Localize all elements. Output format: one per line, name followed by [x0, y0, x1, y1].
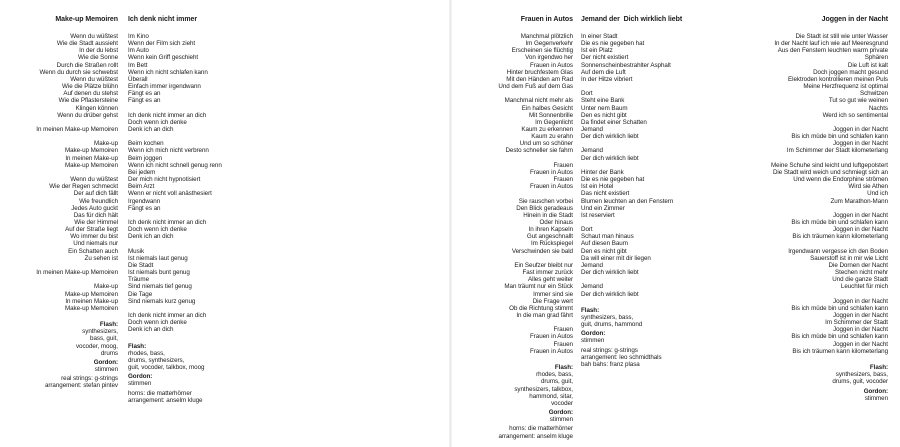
lyric-line: Die Stadt: [128, 261, 154, 269]
credit-text: drums, synthesizers,: [128, 356, 185, 364]
credit-text: bah bahs: franz plasa: [581, 360, 640, 368]
credit-block: [128, 373, 268, 387]
lyric-line: Frauen in Autos: [529, 333, 573, 341]
lyric-line: Alles geht weiter: [527, 276, 573, 284]
stanza-gap: [713, 155, 888, 162]
lyric-line: Jemand: [581, 126, 603, 134]
lyric-line: Sind niemals kurz genug: [128, 297, 196, 305]
lyric-line: Joggen in der Nacht: [833, 140, 888, 148]
lyric-line: Und die ganze Stadt: [832, 276, 888, 284]
credit-text: drums, guit, vocoder: [832, 378, 888, 386]
lyric-line: Wenn kein Griff geschieht: [128, 54, 199, 62]
lyrics-column-makeup-memoiren: [0, 15, 118, 390]
stanza-gap: [128, 133, 268, 140]
lyric-line: Jemand: [581, 283, 603, 291]
lyric-line: Ist niemals bunt genug: [128, 269, 190, 277]
lyric-line: Sind niemals tief genug: [128, 283, 192, 291]
lyric-line: Einfach immer irgendwann: [128, 83, 201, 91]
lyric-line: Doch wenn ich denke: [128, 118, 187, 126]
lyric-line: Die Dornen der Nacht: [828, 261, 888, 269]
lyric-line: Ich denk nicht immer an dich: [128, 219, 207, 227]
credit-label: Gordon:: [128, 373, 153, 381]
lyric-line: Jemand: [581, 261, 603, 269]
credit-label: Flash:: [581, 306, 600, 314]
lyric-line: Gut angeschnallt: [526, 233, 573, 241]
lyric-line: Der mich nicht hypnotisiert: [128, 176, 201, 184]
lyric-line: Make-up Memoiren: [64, 161, 118, 169]
song-title: Frauen in Autos: [520, 16, 573, 23]
lyric-line: In ihren Kapseln: [528, 226, 573, 234]
credits-gap: [713, 355, 888, 362]
lyric-line: Ich denk nicht immer an dich: [128, 111, 207, 119]
lyric-line: Joggen in der Nacht: [833, 297, 888, 305]
lyric-line: Fängt es an: [128, 90, 161, 98]
stanza-gap: [128, 305, 268, 312]
lyric-line: Im Bett: [128, 61, 148, 69]
credit-text: drums, guit,: [540, 378, 573, 386]
credit-label: Flash:: [99, 321, 118, 329]
lyric-line: Joggen in der Nacht: [833, 226, 888, 234]
lyric-line: Die es nie gegeben hat: [581, 40, 645, 48]
lyric-line: Beim joggen: [128, 154, 163, 162]
lyric-line: Ist ein Hotel: [581, 183, 614, 191]
lyric-line: Der dich wirklich liebt: [581, 269, 639, 277]
credit-text: real strings: g-strings: [61, 375, 118, 383]
lyric-line: Wenn er nicht voll anästhesiert: [128, 190, 212, 198]
lyric-line: Joggen in der Nacht: [833, 211, 888, 219]
lyric-line: Jedes Auto guckt: [71, 204, 118, 212]
credit-text: arrangement: anselm kluge: [128, 396, 203, 404]
lyric-line: Sphären: [864, 54, 888, 62]
lyric-line: Klingen können: [75, 104, 118, 112]
lyric-line: Bis ich müde bin und schlafen kann: [791, 304, 888, 312]
lyric-line: Wenn du wüßtest: [70, 176, 118, 184]
lyric-line: Frauen: [553, 161, 573, 169]
lyric-line: Die es nie gegeben hat: [581, 176, 645, 184]
lyric-line: Wo immer du bist: [70, 233, 118, 241]
stanza-gap: [0, 276, 118, 283]
song-title: Jemand der Dich wirklich liebt: [581, 16, 683, 23]
lyric-line: Meine Schuhe sind leicht und luftgepolstert: [770, 161, 888, 169]
stanza-gap: [0, 262, 118, 269]
lyric-line: Wenn ich nicht schlafen kann: [128, 68, 208, 76]
lyric-line: Ein Seufzer bleibt nur: [514, 261, 573, 269]
lyric-line: Make-up Memoiren: [64, 147, 118, 155]
lyric-line: Joggen in der Nacht: [833, 312, 888, 320]
stanza-gap: [713, 291, 888, 298]
credit-text: synthesizers, bass,: [835, 371, 888, 379]
lyric-line: Die Stadt wird weich und schmiegt sich an: [772, 168, 888, 176]
stanza-gap: [128, 105, 268, 112]
lyric-line: Wie die Sonne: [78, 54, 118, 62]
credit-text: rhodes, bass,: [536, 371, 573, 379]
credit-block: [0, 375, 118, 389]
lyric-line: Beim Arzt: [128, 183, 155, 191]
lyrics-column-frauen-in-autos: [453, 15, 573, 440]
stanza-gap: [581, 276, 721, 283]
credit-block: [0, 321, 118, 357]
lyric-line: Musik: [128, 247, 145, 255]
lyric-line: Und um so schöner: [519, 140, 573, 148]
credit-text: stimmen: [549, 416, 573, 424]
credit-label: Flash:: [869, 364, 888, 372]
lyric-line: Die Stadt ist still wie unter Wasser: [795, 33, 888, 40]
lyric-line: Auf denen du stehst: [63, 90, 118, 98]
lyric-line: Wenn du wüßtest: [70, 33, 118, 40]
lyric-line: Denk ich an dich: [128, 126, 174, 134]
lyric-line: Make-up: [94, 140, 118, 148]
lyric-line: Wenn der Film sich zieht: [128, 40, 196, 48]
lyric-line: Im Gegenlicht: [535, 118, 573, 126]
credit-block: [581, 330, 721, 344]
stanza-gap: [453, 90, 573, 97]
lyric-line: Hinter bruchfestem Glas: [506, 68, 573, 76]
lyric-line: In der Hitze vibriert: [581, 75, 633, 83]
lyric-line: In meinen Make-up Memoiren: [36, 269, 118, 277]
lyric-line: Nachts: [868, 104, 888, 112]
lyrics-column-jemand-der-dich-liebt: [581, 15, 721, 368]
credit-text: horns: die matterhörner: [128, 389, 192, 397]
lyric-line: In der du lebst: [79, 47, 118, 55]
stanza-gap: [128, 240, 268, 247]
lyric-line: Im Kino: [128, 33, 149, 40]
stanza-gap: [581, 162, 721, 169]
stanza-gap: [453, 255, 573, 262]
lyric-line: Denk ich an dich: [128, 233, 174, 241]
lyric-line: Kaum zu erahn: [531, 133, 573, 141]
lyric-line: Ob die Richtung stimmt: [509, 304, 573, 312]
lyric-line: Fängt es an: [128, 204, 161, 212]
lyric-line: Der nicht existiert: [581, 54, 629, 62]
lyric-line: Elektroden kontrollieren meinen Puls: [788, 75, 888, 83]
lyric-line: Wenn du durch sie schwebst: [39, 68, 118, 76]
lyric-line: Schwitzen: [859, 90, 888, 98]
lyric-line: Der dich wirklich liebt: [581, 290, 639, 298]
lyric-line: Auf diesen Baum: [581, 240, 628, 248]
lyric-line: Zu sehen ist: [84, 254, 118, 262]
lyric-line: Ist reserviert: [581, 211, 615, 219]
lyric-line: Ein halbes Gesicht: [521, 104, 573, 112]
lyric-line: Denk ich an dich: [128, 326, 174, 334]
stanza-gap: [0, 119, 118, 126]
credit-label: Flash:: [554, 364, 573, 372]
lyric-line: Sie rauschen vorbei: [518, 197, 573, 205]
lyric-line: Im Rückspiegel: [530, 240, 573, 248]
stanza-gap: [713, 205, 888, 212]
credit-text: vocoder: [551, 399, 573, 407]
credit-label: Gordon:: [548, 409, 573, 417]
lyric-line: Doch wenn ich denke: [128, 319, 187, 327]
credits-gap: [453, 355, 573, 362]
lyric-line: Auf der Straße liegt: [65, 226, 118, 234]
lyric-line: Make-up: [94, 283, 118, 291]
lyric-line: Leuchtet für mich: [840, 283, 888, 291]
credits-gap: [581, 298, 721, 305]
credit-block: [453, 364, 573, 407]
credits-gap: [0, 312, 118, 319]
lyric-line: Und ich: [867, 190, 888, 198]
credit-text: rhodes, bass,: [128, 349, 165, 357]
lyric-line: Wie der Regen schmeckt: [49, 183, 118, 191]
credit-text: bass, guit,: [90, 335, 118, 343]
lyric-line: Und dem Fuß auf dem Gas: [498, 83, 573, 91]
lyric-line: Beim kochen: [128, 140, 164, 148]
lyric-line: Doch joggen macht gesund: [813, 68, 888, 76]
lyric-line: Das für dich hält: [73, 211, 118, 219]
lyric-line: Frauen in Autos: [529, 347, 573, 355]
credit-text: guit, vocoder, talkbox, moog: [128, 364, 205, 372]
credit-text: arrangement: anselm kluge: [498, 432, 573, 440]
lyric-line: Frauen: [553, 326, 573, 334]
stanza-gap: [453, 190, 573, 197]
credit-text: real strings: g-strings: [581, 346, 638, 354]
lyric-line: Die Frage wert: [532, 297, 573, 305]
lyric-line: Den Blick geradeaus: [516, 204, 573, 212]
lyric-line: Bis ich träumen kann kilometerlang: [792, 233, 888, 241]
lyric-line: Hinein in die Stadt: [523, 211, 573, 219]
lyric-line: In der Nacht lauf ich wie auf Meeresgrund: [774, 40, 888, 48]
lyric-line: Im Auto: [128, 47, 149, 55]
lyric-line: Im Schimmer der Stadt: [825, 319, 888, 327]
credit-text: synthesizers, bass,: [581, 314, 634, 321]
lyric-line: Wenn ich nicht schnell genug renn: [128, 161, 222, 169]
lyric-line: Bis ich träumen kann kilometerlang: [792, 347, 888, 355]
credit-text: stimmen: [581, 337, 605, 345]
credit-text: synthesizers, talkbox,: [514, 385, 573, 393]
lyric-line: Frauen: [553, 340, 573, 348]
lyric-line: Man träumt nur ein Stück: [504, 283, 573, 291]
credit-label: Gordon:: [581, 330, 606, 338]
lyric-line: Wenn du wüßtest: [70, 75, 118, 83]
lyric-line: Aus den Fenstern leuchten warm private: [777, 47, 888, 55]
stanza-gap: [713, 119, 888, 126]
lyric-line: Zum Marathon-Mann: [830, 197, 888, 205]
lyric-line: Von irgendwo her: [525, 54, 573, 62]
stanza-gap: [453, 155, 573, 162]
lyric-line: Frauen in Autos: [529, 168, 573, 176]
lyric-line: In die man grad fährt: [516, 312, 573, 320]
lyric-line: Manchmal plötzlich: [520, 33, 573, 40]
lyric-line: Oder hinaus: [539, 219, 573, 227]
credit-label: Gordon:: [863, 387, 888, 395]
lyric-line: Bis ich müde bin und schlafen kann: [791, 333, 888, 341]
lyric-line: Die Tage: [128, 290, 153, 298]
lyric-line: Wie die Pflastersteine: [58, 97, 118, 105]
lyric-line: Wie der Himmel: [74, 219, 118, 227]
credit-block: [128, 343, 268, 372]
lyric-line: Sonnenscheinbestrahlter Asphalt: [581, 61, 671, 69]
lyric-line: Den es nicht gibt: [581, 111, 627, 119]
lyric-line: In meinen Make-up Memoiren: [36, 126, 118, 134]
lyric-line: Wenn du drüber gehst: [57, 111, 118, 119]
lyric-line: In meinen Make-up: [65, 297, 118, 305]
stanza-gap: [581, 219, 721, 226]
lyric-line: Wie die Stadt aussieht: [56, 40, 118, 48]
lyric-line: Durch die Straßen rollt: [56, 61, 118, 69]
lyric-line: Jemand: [581, 147, 603, 155]
lyric-line: Make-up Memoiren: [64, 290, 118, 298]
lyric-line: Der dich wirklich liebt: [581, 154, 639, 162]
credit-label: Gordon:: [93, 358, 118, 366]
credit-text: vocoder, moog,: [75, 342, 118, 350]
lyric-line: Frauen in Autos: [529, 183, 573, 191]
lyric-line: Da findet einer Schatten: [581, 118, 647, 126]
lyric-line: Und ein Zimmer: [581, 204, 625, 212]
lyric-line: Desto schneller sie fahrn: [505, 147, 573, 155]
lyric-line: Hinter der Bank: [581, 168, 624, 176]
lyric-line: Da will einer mit dir liegen: [581, 254, 651, 262]
lyric-line: Tut so gut wie weinen: [828, 97, 888, 105]
lyric-line: Schaut man hinaus: [581, 233, 634, 241]
credit-text: guit, drums, hammond: [581, 321, 643, 329]
lyric-line: Manchmal nicht mehr als: [504, 97, 573, 105]
lyric-line: Im Gegenverkehr: [525, 40, 573, 48]
lyric-line: In meinen Make-up: [65, 154, 118, 162]
lyric-line: Bis ich müde bin und schlafen kann: [791, 219, 888, 227]
lyric-line: Erscheinen sie flüchtig: [511, 47, 573, 55]
lyric-line: Frauen: [553, 176, 573, 184]
lyric-line: Joggen in der Nacht: [833, 326, 888, 334]
lyric-line: Sauerstoff ist in mir wie Licht: [810, 254, 888, 262]
lyric-line: Das nicht existiert: [581, 190, 630, 198]
lyric-line: Der auf dich fällt: [73, 190, 118, 198]
lyric-line: Irgendwann: [128, 197, 161, 205]
lyric-line: Dort: [581, 90, 593, 98]
lyric-line: Blumen leuchten an den Fenstern: [581, 197, 674, 205]
lyric-line: Wie freundlich: [79, 197, 118, 205]
lyric-line: Unter nem Baum: [581, 104, 628, 112]
lyric-line: Steht eine Bank: [581, 97, 625, 105]
lyric-line: Überall: [128, 75, 148, 83]
lyric-line: Träume: [128, 276, 150, 284]
credit-label: Flash:: [128, 342, 147, 350]
lyric-line: Wie die Plätze blühn: [62, 83, 118, 91]
song-title: Ich denk nicht immer: [128, 16, 198, 23]
credit-text: stimmen: [128, 380, 152, 388]
lyric-line: In einer Stadt: [581, 33, 618, 40]
lyric-line: Ein Schatten auch: [68, 247, 118, 255]
credit-block: [713, 364, 888, 385]
lyric-line: Und niemals nur: [73, 240, 118, 248]
lyric-line: Der dich wirklich liebt: [581, 133, 639, 141]
lyric-line: Ich denk nicht immer an dich: [128, 312, 207, 320]
credit-block: [581, 347, 721, 368]
song-title: Make-up Memoiren: [55, 16, 118, 23]
stanza-gap: [581, 83, 721, 90]
lyric-line: Im Schimmer der Stadt kilometerlang: [786, 147, 888, 155]
credits-gap: [128, 333, 268, 340]
lyric-line: Fängt es an: [128, 97, 161, 105]
stanza-gap: [713, 240, 888, 247]
credit-text: horns: die matterhörner: [509, 425, 573, 433]
lyric-line: Make-up Memoiren: [64, 304, 118, 312]
credit-block: [453, 425, 573, 439]
lyric-line: Joggen in der Nacht: [833, 126, 888, 134]
lyric-line: Frauen in Autos: [529, 61, 573, 69]
stanza-gap: [453, 319, 573, 326]
credit-text: hammond, sitar,: [529, 392, 573, 400]
credit-block: [0, 359, 118, 373]
lyric-line: Meine Herzfrequenz ist optimal: [803, 83, 888, 91]
stanza-gap: [581, 140, 721, 147]
lyric-line: Wird sie Athen: [848, 183, 888, 191]
lyric-line: Bei jedem: [128, 168, 156, 176]
lyric-line: Irgendwann vergesse ich den Boden: [788, 247, 888, 255]
credit-text: stimmen: [864, 394, 888, 402]
booklet-fold: [449, 0, 452, 447]
lyrics-column-ich-denk-nicht-immer: [128, 15, 268, 404]
song-title: Joggen in der Nacht: [821, 16, 888, 23]
lyric-line: Den es nicht gibt: [581, 247, 627, 255]
credit-text: stimmen: [94, 366, 118, 374]
lyric-line: Fast immer zurück: [522, 269, 573, 277]
lyric-line: Dort: [581, 226, 593, 234]
lyric-line: Und wenn die Endorphine strömen: [793, 176, 888, 184]
lyric-line: Immer sind sie: [533, 290, 573, 298]
lyric-line: Kaum zu erkennen: [521, 126, 573, 134]
credit-text: drums: [100, 349, 118, 357]
lyrics-column-joggen-in-der-nacht: [713, 15, 888, 402]
lyric-line: Mit Sonnenbrille: [528, 111, 573, 119]
lyric-line: Wenn ich mich nicht verbrenn: [128, 147, 209, 155]
lyric-line: Verschwinden sie bald: [511, 247, 573, 255]
credit-text: arrangement: stefan pintev: [44, 382, 118, 390]
credit-block: [128, 390, 268, 404]
credit-block: [581, 307, 721, 328]
credit-text: arrangement: leo schmidthals: [581, 353, 662, 361]
lyric-line: Stechen nicht mehr: [835, 269, 888, 277]
stanza-gap: [0, 169, 118, 176]
stanza-gap: [128, 212, 268, 219]
lyric-line: Bis ich müde bin und schlafen kann: [791, 133, 888, 141]
lyric-line: Doch wenn ich denke: [128, 226, 187, 234]
credit-block: [453, 409, 573, 423]
lyric-line: Die Luft ist kalt: [847, 61, 888, 69]
lyric-line: Mit den Händen am Rad: [506, 75, 573, 83]
credit-block: [713, 388, 888, 402]
lyric-line: Ist ein Platz: [581, 47, 613, 55]
lyric-line: Auf dem die Luft: [581, 68, 626, 76]
lyric-line: Joggen in der Nacht: [833, 340, 888, 348]
credit-text: synthesizers,: [82, 328, 118, 336]
stanza-gap: [0, 133, 118, 140]
lyric-line: Werd ich so sentimental: [822, 111, 888, 119]
lyric-line: Ist niemals laut genug: [128, 254, 188, 262]
